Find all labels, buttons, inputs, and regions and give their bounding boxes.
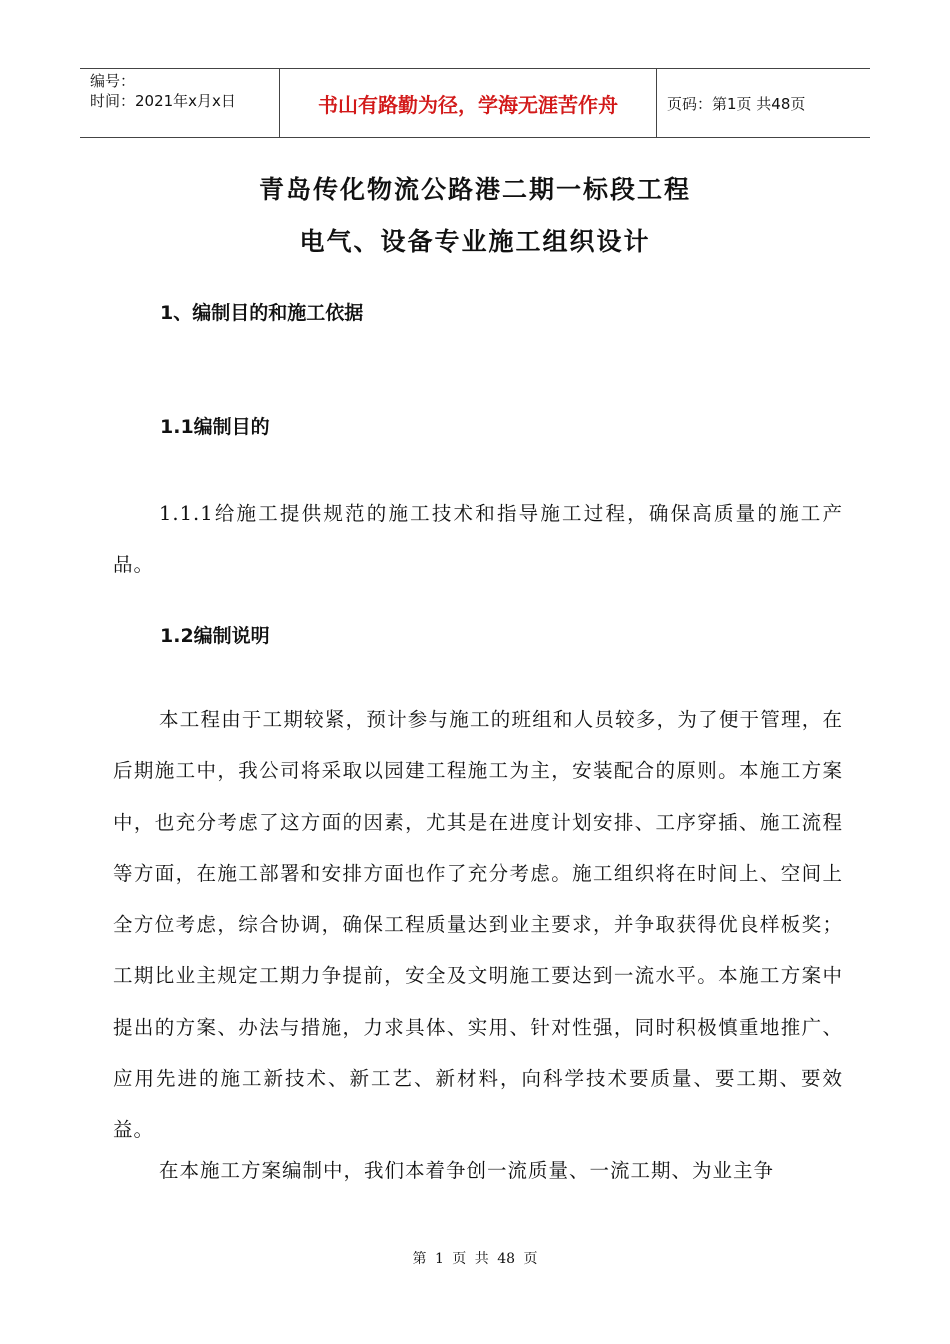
document-title-line1: 青岛传化物流公路港二期一标段工程: [258, 175, 691, 204]
section-heading-1: 1、编制目的和施工依据: [160, 302, 364, 324]
paragraph-1-1-1: 1.1.1给施工提供规范的施工技术和指导施工过程，确保高质量的施工产品。: [113, 502, 843, 577]
section-heading-1-1: 1.1编制目的: [160, 416, 270, 438]
section-heading-1-2: 1.2编制说明: [160, 625, 270, 647]
paragraph-1-2-b: 在本施工方案编制中，我们本着争创一流质量、一流工期、为业主争: [159, 1159, 775, 1182]
document-number-label: 编号：: [90, 72, 136, 90]
page-header: [80, 68, 870, 138]
header-info-cell: [80, 69, 280, 137]
document-title-line2: 电气、设备专业施工组织设计: [299, 227, 651, 256]
paragraph-1-2-a: 本工程由于工期较紧，预计参与施工的班组和人员较多，为了便于管理，在后期施工中，我公司将采取以园建工程施工为主，安装配合的原则。本施工方案中，也充分考虑了这方面的因素，尤其是在进度计划安排、工序穿插、施工流程等方面，在施工部署和安排方面也作了充分考虑。施工组织将在时间上、空间上全方位考虑，综合协调，确保工程质量达到业主要求，并争取获得优良样板奖；工期比业主规定工期力争提前，安全及文明施工要达到一流水平。本施工方案中提出的方案、办法与措施，力求具体、实用、针对性强，同时积极慎重地推广、应用先进的施工新技术、新工艺、新材料，向科学技术要质量、要工期、要效益。: [113, 708, 843, 1142]
page-footer: 第 1 页 共 48 页: [412, 1251, 538, 1267]
header-motto: 书山有路勤为径，学海无涯苦作舟: [280, 69, 657, 137]
document-date: 时间：2021年x月x日: [90, 92, 236, 110]
header-page-code: 页码：第1页 共48页: [667, 94, 806, 113]
